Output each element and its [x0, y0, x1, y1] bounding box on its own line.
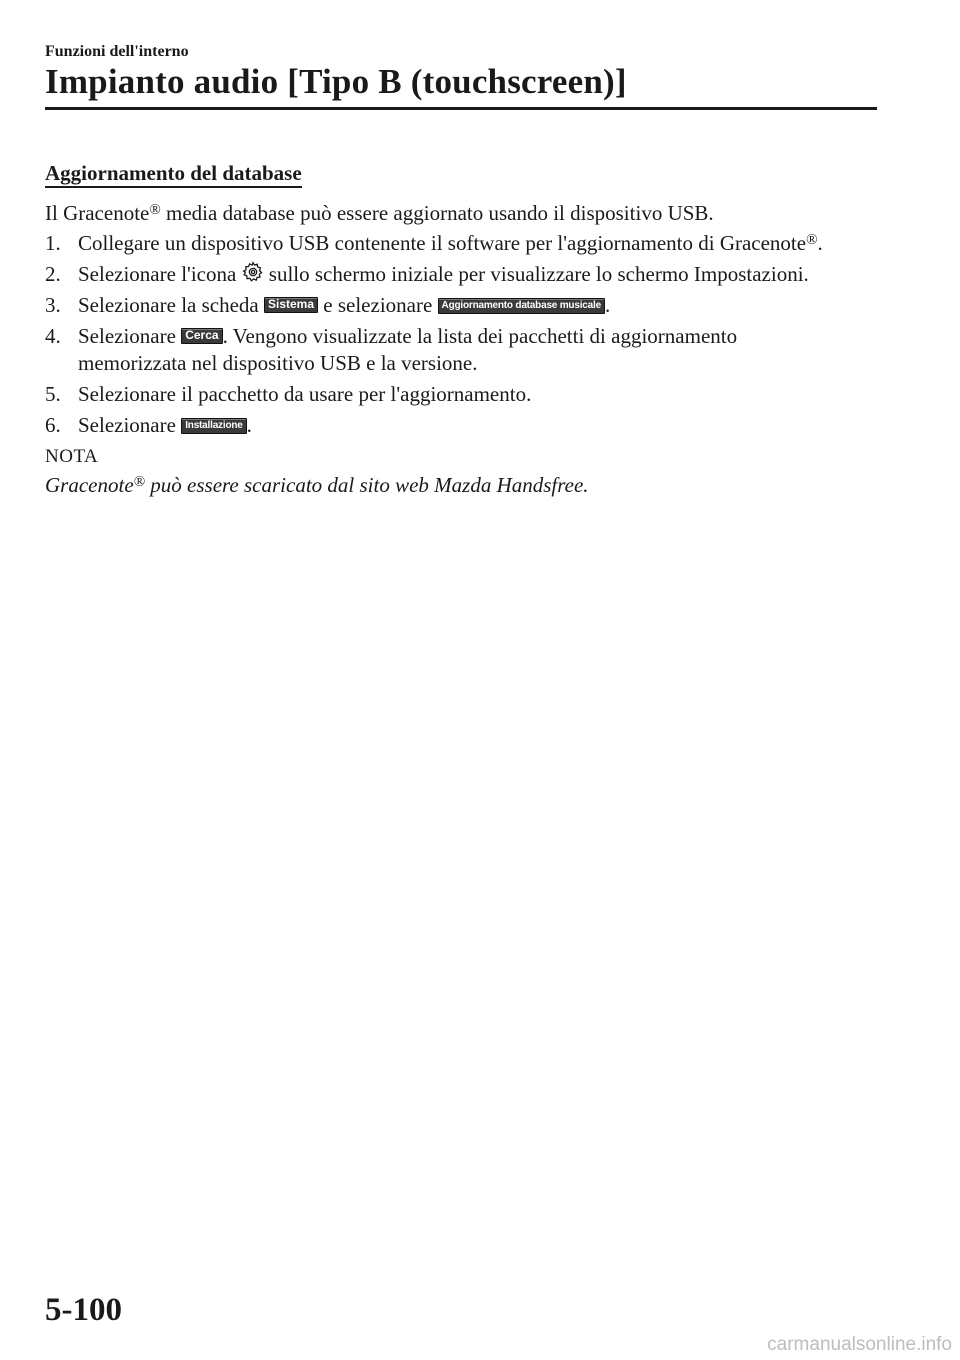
intro-text-start: Il Gracenote	[45, 201, 150, 225]
installazione-button[interactable]: Installazione	[181, 418, 246, 434]
step-text-end: .	[817, 231, 823, 255]
step-number: 5.	[45, 382, 61, 406]
step-text: Selezionare la scheda	[78, 293, 264, 317]
step-text: Selezionare l'icona	[78, 262, 237, 286]
section-heading: Aggiornamento del database	[45, 161, 302, 188]
registered-mark: ®	[133, 474, 146, 490]
note-text-end: può essere scaricato dal sito web Mazda Handsfree.	[145, 473, 589, 497]
note-text	[45, 473, 589, 498]
intro-text-end: media database può essere aggiornato usando il dispositivo USB.	[160, 201, 714, 225]
step-text-continuation: memorizzata nel dispositivo USB e la versione.	[78, 351, 478, 375]
step-number: 6.	[45, 413, 61, 437]
step-number: 4.	[45, 324, 61, 348]
step-text-end: .	[246, 413, 252, 437]
step-6	[45, 412, 885, 439]
update-music-database-button[interactable]: Aggiornamento database musicale	[438, 298, 605, 314]
step-number: 1.	[45, 231, 61, 255]
step-text: Selezionare il pacchetto da usare per l'aggiornamento.	[78, 382, 532, 406]
sistema-tab-button[interactable]: Sistema	[264, 297, 318, 313]
step-text-end: sullo schermo iniziale per visualizzare lo schermo Impostazioni.	[263, 262, 809, 286]
gear-icon	[242, 261, 264, 283]
step-number: 3.	[45, 293, 61, 317]
steps-list	[45, 230, 885, 443]
step-5	[45, 381, 885, 408]
watermark: carmanualsonline.info	[767, 1334, 952, 1355]
step-number: 2.	[45, 262, 61, 286]
step-4	[45, 323, 885, 377]
step-1	[45, 230, 885, 257]
step-text-middle: . Vengono visualizzate la lista dei pacchetti di aggiornamento	[222, 324, 738, 348]
step-text-end: .	[604, 293, 611, 317]
cerca-button[interactable]: Cerca	[181, 328, 222, 344]
step-text-middle: e selezionare	[318, 293, 438, 317]
step-text: Collegare un dispositivo USB contenente il software per l'aggiornamento di Gracenote	[78, 231, 807, 255]
intro-paragraph	[45, 200, 885, 226]
note-text-start: Gracenote	[45, 473, 134, 497]
page-number: 5-100	[45, 1292, 122, 1328]
section-kicker: Funzioni dell'interno	[45, 43, 189, 60]
note-label: NOTA	[45, 446, 99, 467]
step-text: Selezionare	[78, 324, 182, 348]
step-text: Selezionare	[78, 413, 182, 437]
page-title: Impianto audio [Tipo B (touchscreen)]	[45, 62, 627, 101]
step-3	[45, 292, 885, 319]
registered-mark: ®	[149, 202, 161, 218]
step-2	[45, 261, 885, 288]
title-rule	[45, 107, 877, 110]
registered-mark: ®	[806, 232, 818, 248]
